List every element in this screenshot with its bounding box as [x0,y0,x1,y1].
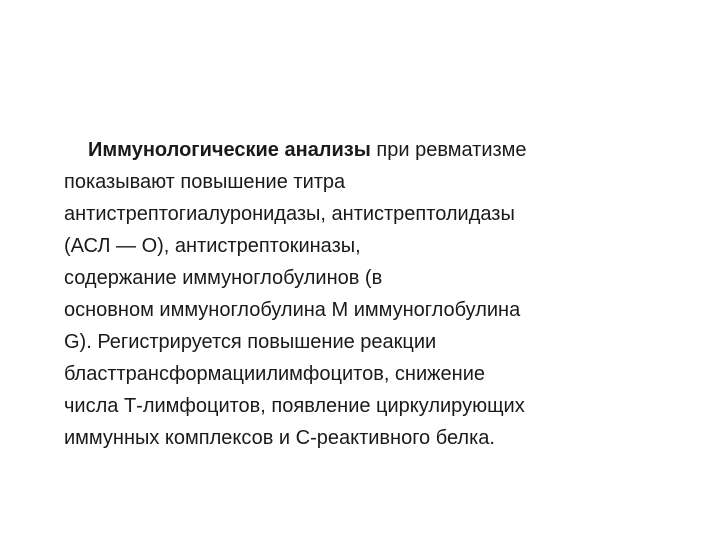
text-line-2: показывают повышение титра [64,171,346,193]
text-line-6: основном иммуноглобулина М иммуноглобулина [64,299,521,321]
text-line-1-rest: при ревматизме [370,139,527,161]
text-line-5: содержание иммуноглобулинов (в [64,267,383,289]
text-line-4: (АСЛ — О), антистрептокиназы, [64,235,361,257]
text-line-3: антистрептогиалуронидазы, антистрептолидазы [64,203,515,225]
text-line-1 [64,134,684,166]
text-line-9: числа Т-лимфоцитов, появление циркулирующих [64,395,525,417]
text-line-8: бласттрансформациилимфоцитов, снижение [64,363,485,385]
text-line-7: G). Регистрируется повышение реакции [64,331,437,353]
text-line-10: иммунных комплексов и С-реактивного белка. [64,427,495,449]
body-text [64,134,684,454]
bold-heading: Иммунологические анализы [88,139,371,161]
